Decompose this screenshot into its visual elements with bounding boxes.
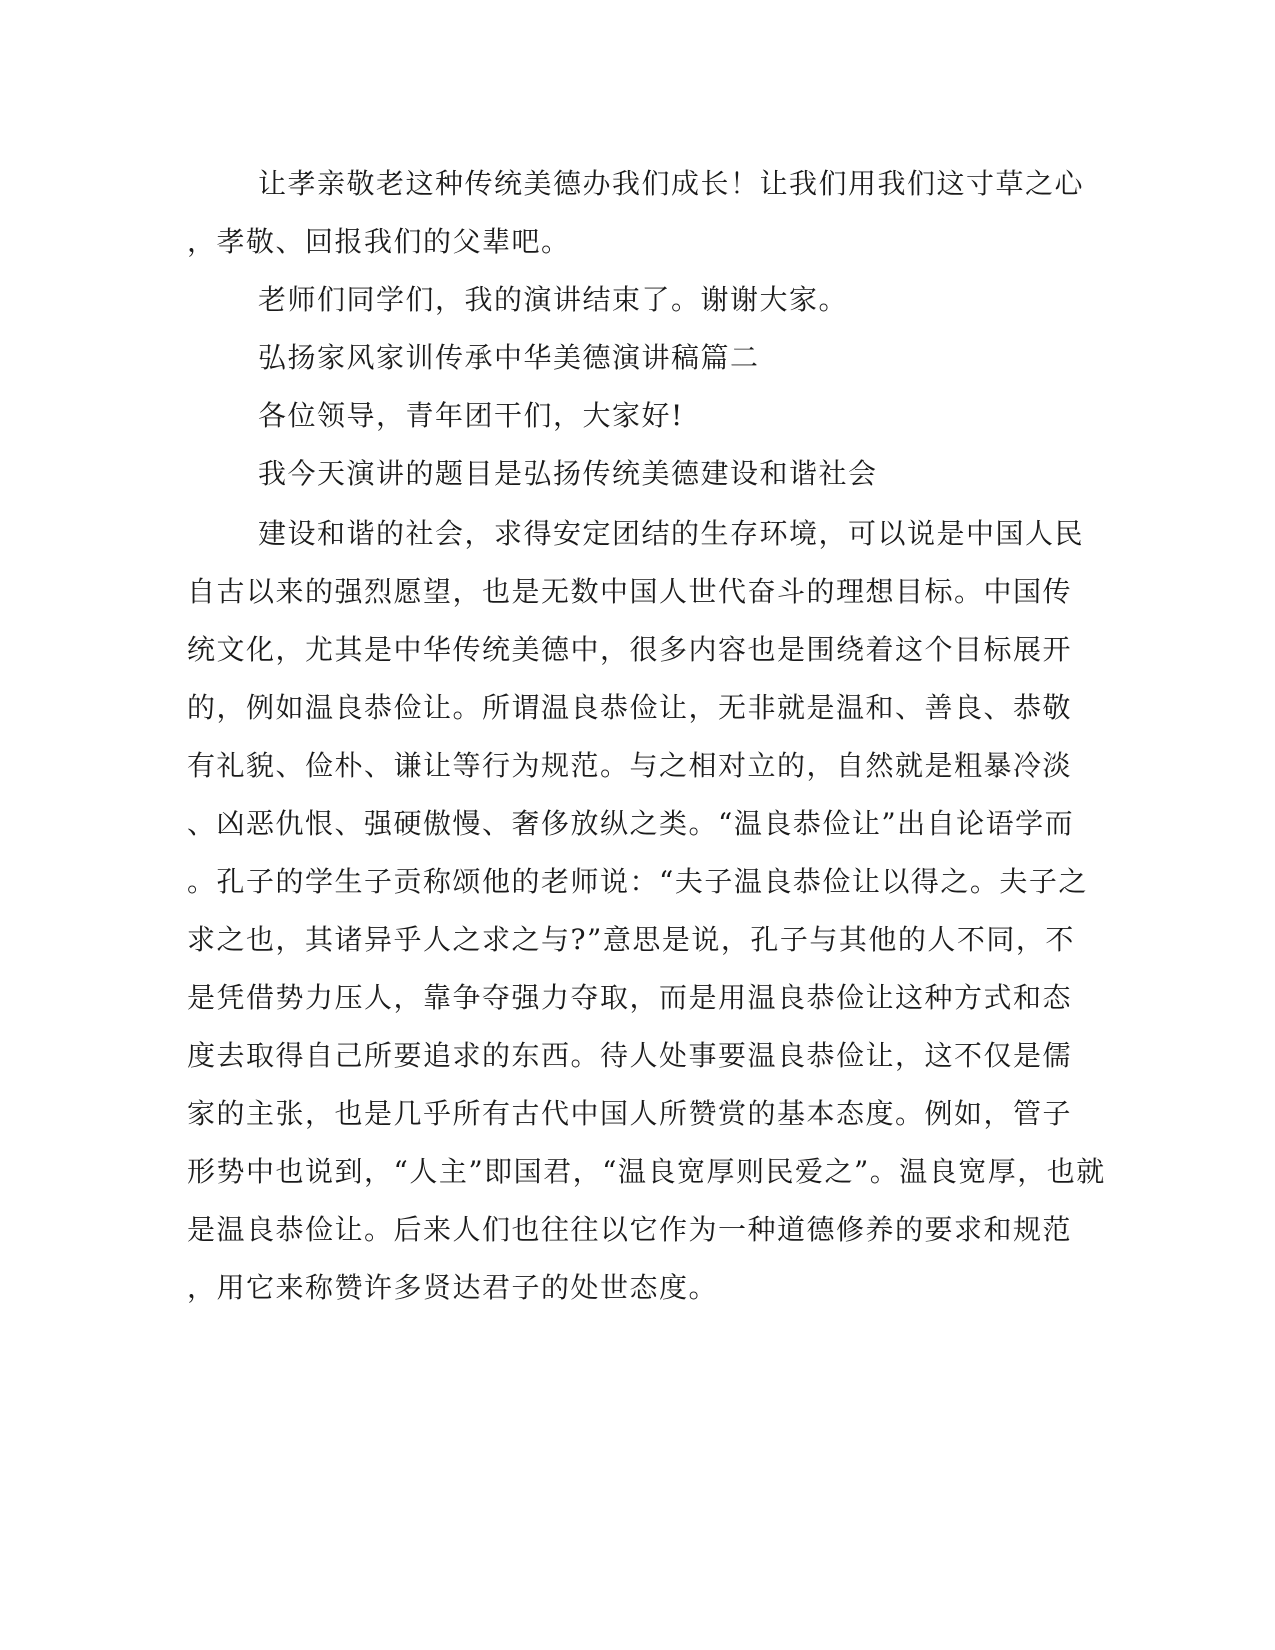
text-line: 家的主张，也是几乎所有古代中国人所赞赏的基本态度。例如，管子	[187, 1097, 1073, 1130]
text-line: 建设和谐的社会，求得安定团结的生存环境，可以说是中国人民	[258, 517, 1085, 550]
text-line: 。孔子的学生子贡称颂他的老师说：“夫子温良恭俭让以得之。夫子之	[187, 865, 1088, 898]
text-line: 我今天演讲的题目是弘扬传统美德建设和谐社会	[258, 457, 878, 490]
text-line: 、凶恶仇恨、强硬傲慢、奢侈放纵之类。“温良恭俭让”出自论语学而	[187, 807, 1075, 840]
text-line: 度去取得自己所要追求的东西。待人处事要温良恭俭让，这不仅是儒	[187, 1039, 1073, 1072]
text-line: ，孝敬、回报我们的父辈吧。	[187, 225, 571, 258]
text-line: 是温良恭俭让。后来人们也往往以它作为一种道德修养的要求和规范	[187, 1213, 1073, 1246]
text-line: 自古以来的强烈愿望，也是无数中国人世代奋斗的理想目标。中国传	[187, 575, 1073, 608]
text-line: 求之也，其诸异乎人之求之与?”意思是说，孔子与其他的人不同，不	[187, 923, 1075, 956]
text-line: 有礼貌、俭朴、谦让等行为规范。与之相对立的，自然就是粗暴冷淡	[187, 749, 1073, 782]
text-line: 是凭借势力压人，靠争夺强力夺取，而是用温良恭俭让这种方式和态	[187, 981, 1073, 1014]
text-line: ，用它来称赞许多贤达君子的处世态度。	[187, 1271, 719, 1304]
text-line: 各位领导，青年团干们，大家好!	[258, 399, 684, 432]
text-line: 让孝亲敬老这种传统美德办我们成长！让我们用我们这寸草之心	[258, 167, 1085, 200]
text-line: 老师们同学们，我的演讲结束了。谢谢大家。	[258, 283, 849, 316]
text-line: 统文化，尤其是中华传统美德中，很多内容也是围绕着这个目标展开	[187, 633, 1073, 666]
text-line: 形势中也说到，“人主”即国君，“温良宽厚则民爱之”。温良宽厚，也就	[187, 1155, 1106, 1188]
section-heading: 弘扬家风家训传承中华美德演讲稿篇二	[258, 341, 760, 374]
text-line: 的，例如温良恭俭让。所谓温良恭俭让，无非就是温和、善良、恭敬	[187, 691, 1073, 724]
